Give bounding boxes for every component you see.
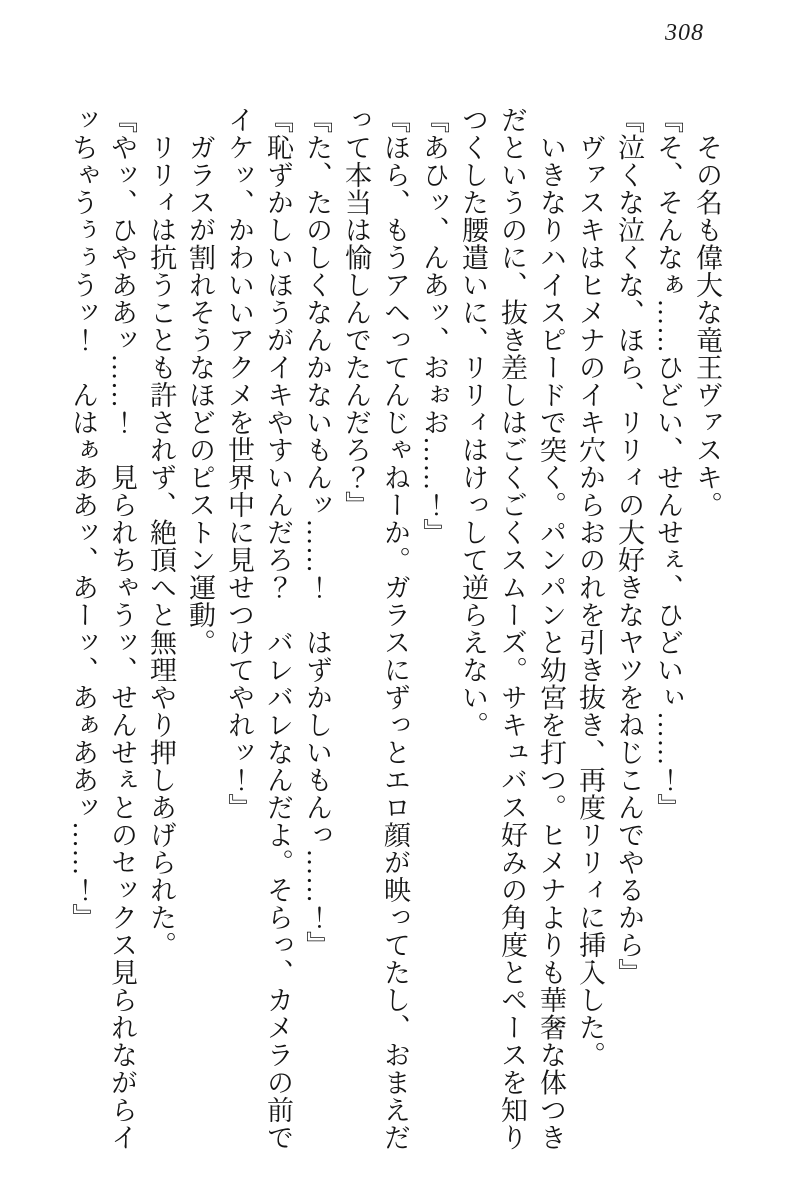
paragraph: リリィは抗うことも許されず、絶頂へと無理やり押しあげられた。 bbox=[146, 106, 176, 959]
paragraph: 『そ、そんなぁ……ひどい、せんせぇ、ひどいぃ……！』 bbox=[653, 106, 683, 821]
paragraph: ガラスが割れそうなほどのピストン運動。 bbox=[185, 106, 215, 656]
paragraph: 『やッ、ひやああッ……！ 見られちゃうッ、せんせぇとのセックス見られながらイッちゃうぅぅうッ！ んはぁああッ、あーッ、あぁああッ……！』 bbox=[68, 106, 137, 1151]
paragraph: 『恥ずかしいほうがイキやすいんだろ？ バレバレなんだよ。そらっ、カメラの前でイケッ、かわいいアクメを世界中に見せつけてやれッ！』 bbox=[224, 106, 293, 1151]
paragraph: 『ほら、もうアヘってんじゃねーか。ガラスにずっとエロ顔が映ってたし、おまえだって本当は愉しんでたんだろ？』 bbox=[341, 106, 410, 1151]
paragraph: 『た、たのしくなんかないもんッ……！ はずかしいもんっ……！』 bbox=[302, 106, 332, 959]
paragraph: いきなりハイスピードで突く。パンパンと幼宮を打つ。ヒメナよりも華奢な体つきだというのに、抜き差しはごくごくスムーズ。サキュバス好みの角度とペースを知りつくした腰遣いに、リリィはけっして逆らえない。 bbox=[458, 106, 566, 1151]
paragraph: 『あひッ、んあッ、おぉお……！』 bbox=[419, 106, 449, 546]
paragraph: その名も偉大な竜王ヴァスキ。 bbox=[692, 106, 722, 519]
paragraph: ヴァスキはヒメナのイキ穴からおのれを引き抜き、再度リリィに挿入した。 bbox=[575, 106, 605, 1069]
page-number: 308 bbox=[665, 20, 704, 46]
page-text bbox=[61, 106, 726, 1152]
paragraph: 『泣くな泣くな、ほら、リリィの大好きなヤツをねじこんでやるから』 bbox=[614, 106, 644, 986]
